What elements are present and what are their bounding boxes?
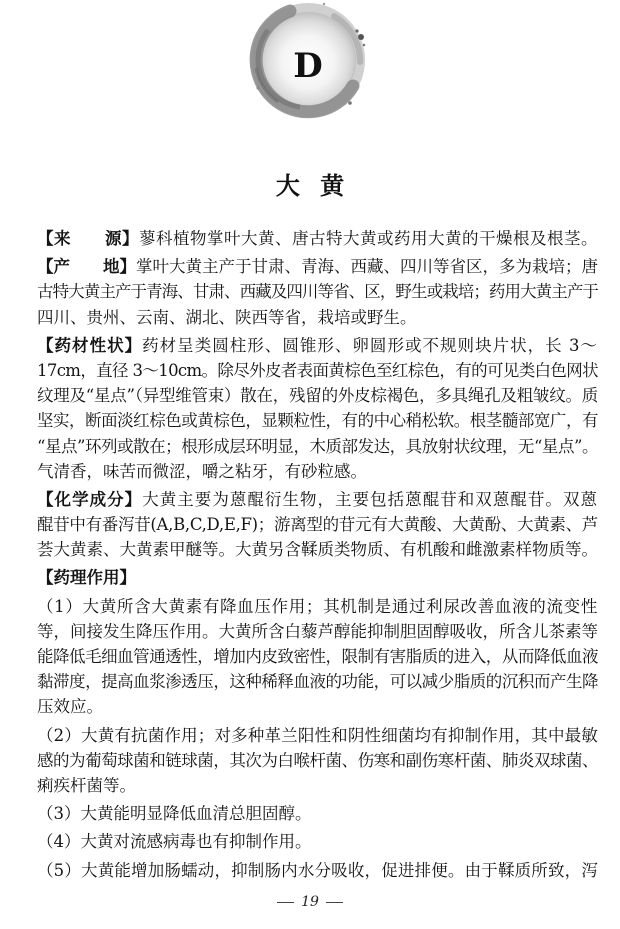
source-label: 【来 源】 (37, 229, 139, 248)
section-source (37, 226, 598, 251)
pharmacology-item-4-line-1: （4）大黄对流感病毒也有抑制作用。 (37, 832, 312, 852)
entry-title: 大 黄 (275, 172, 345, 200)
pharmacology-item-1-line-5: 压效应。 (37, 697, 103, 717)
section-origin (37, 254, 598, 330)
page-number: 19 (301, 894, 319, 910)
pharmacology-heading-line (37, 565, 598, 590)
pharmacology-item-1-line-2: 等，间接发生降压作用。大黄所含白藜芦醇能抑制胆固醇吸收，所含儿茶素等 (37, 621, 598, 641)
pharmacology-item-2-line-3: 痢疾杆菌等。 (37, 775, 136, 795)
pharmacology-item-1-line-4: 黏滞度，提高血浆渗透压，这种稀释血液的功能，可以减少脂质的沉积而产生降 (37, 672, 599, 692)
pharmacology-item-5-line-1: （5）大黄能增加肠蠕动，抑制肠内水分吸收，促进排便。由于鞣质所致，泻 (37, 860, 598, 880)
origin-label: 【产 地】 (37, 257, 136, 277)
characteristics-line-3: 纹理及“星点”（异型维管束）散在，残留的外皮棕褐色，多具绳孔及粗皱纹。质 (37, 386, 598, 406)
footer-dash-left (277, 902, 294, 903)
origin-line-1 (37, 254, 598, 279)
chemistry-text-1: 大黄主要为蒽醌衍生物，主要包括蒽醌苷和双蒽醌苷。双蒽 (142, 489, 598, 509)
origin-line-2: 古特大黄主产于青海、甘肃、西藏及四川等省、区，野生或栽培；药用大黄主产于 (37, 282, 599, 302)
pharmacology-item-2-line-1: （2）大黄有抗菌作用；对多种革兰阳性和阴性细菌均有抑制作用，其中最敏 (37, 725, 598, 745)
pharmacology-item-1-line-3: 能降低毛细血管通透性，增加内皮致密性，限制有害脂质的进入，从而降低血液 (37, 647, 599, 666)
section-chemistry (37, 487, 598, 563)
origin-text-1: 掌叶大黄主产于甘肃、青海、西藏、四川等省区，多为栽培；唐 (136, 257, 598, 277)
chemistry-label: 【化学成分】 (37, 489, 143, 509)
characteristics-line-1 (37, 333, 598, 358)
characteristics-line-5: “星点”环列或散在；根形成层环明显，木质部发达，具放射状纹理，无“星点”。 (37, 436, 598, 456)
footer-dash-right (326, 902, 343, 903)
chemistry-line-1 (37, 487, 598, 512)
source-line-1 (37, 226, 598, 251)
section-pharmacology-heading (37, 565, 598, 590)
page-footer (0, 892, 620, 912)
pharmacology-label: 【药理作用】 (37, 568, 136, 588)
chapter-letter: D (293, 46, 323, 86)
source-text-1: 蓼科植物掌叶大黄、唐古特大黄或药用大黄的干燥根及根茎。 (139, 229, 598, 248)
pharmacology-item-5 (37, 858, 598, 883)
entry-body (37, 226, 598, 883)
pharmacology-item-3 (37, 801, 598, 826)
pharmacology-item-2-line-2: 感的为葡萄球菌和链球菌，其次为白喉杆菌、伤寒和副伤寒杆菌、肺炎双球菌、 (37, 750, 599, 770)
pharmacology-item-3-line-1: （3）大黄能明显降低血清总胆固醇。 (37, 804, 312, 824)
pharmacology-item-4 (37, 829, 598, 854)
characteristics-line-6: 气清香，味苦而微涩，嚼之粘牙，有砂粒感。 (37, 461, 367, 481)
section-characteristics (37, 333, 598, 484)
pharmacology-item-1-line-1: （1）大黄所含大黄素有降血压作用；其机制是通过利尿改善血液的流变性 (37, 596, 598, 616)
characteristics-line-2: 17cm，直径 3～10cm。除尽外皮者表面黄棕色至红棕色，有的可见类白色网状 (37, 360, 598, 380)
origin-line-3: 四川、贵州、云南、湖北、陕西等省，栽培或野生。 (37, 307, 417, 327)
characteristics-line-4: 坚实，断面淡红棕色或黄棕色，显颗粒性，有的中心稍松软。根茎髓部宽广，有 (37, 411, 599, 431)
pharmacology-item-1 (37, 594, 598, 720)
chemistry-line-2: 醌苷中有番泻苷(A,B,C,D,E,F)；游离型的苷元有大黄酸、大黄酚、大黄素、芦 (37, 515, 598, 535)
chemistry-line-3: 荟大黄素、大黄素甲醚等。大黄另含鞣质类物质、有机酸和雌激素样物质等。 (37, 540, 598, 560)
pharmacology-item-2 (37, 723, 598, 799)
characteristics-text-1: 药材呈类圆柱形、圆锥形、卵圆形或不规则块片状，长 3～ (142, 335, 598, 355)
characteristics-label: 【药材性状】 (37, 335, 143, 355)
